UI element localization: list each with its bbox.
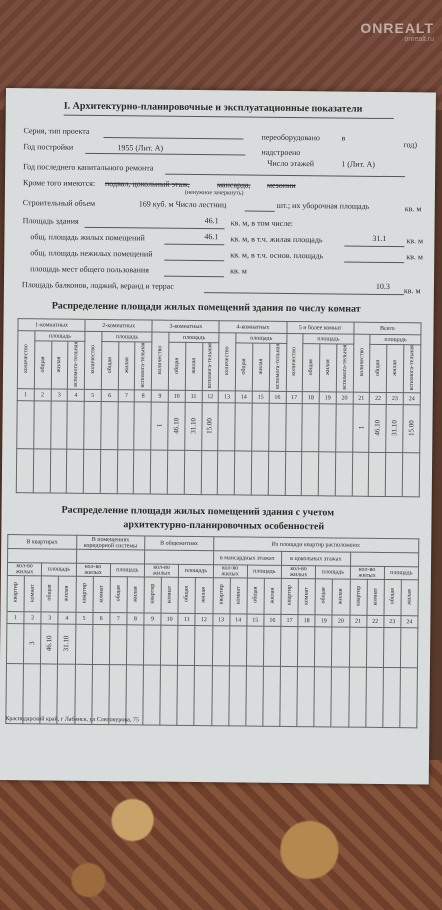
- t1-area-2: площадь: [102, 332, 152, 343]
- t1-sub-general: общая: [241, 357, 248, 375]
- t1-col-number: 10: [168, 390, 185, 402]
- t2-col-number: 4: [58, 612, 75, 624]
- t1-sub-aux: вспомога-тельная: [140, 342, 147, 388]
- t1-col-number: 7: [118, 390, 135, 402]
- last-repair-label: Год последнего капитального ремонта: [23, 162, 154, 173]
- t2-col-number: 19: [315, 615, 332, 627]
- t2-qty-5: кол-во жилых: [281, 565, 315, 578]
- t2-area-1: площадь: [42, 563, 76, 576]
- t2-qty-1: кол-во жилых: [7, 563, 41, 576]
- document-page: [0, 88, 436, 784]
- common-suffix: кв. м: [230, 266, 247, 276]
- t1-sub-living: жилая: [257, 358, 265, 375]
- t1-col-number: 15: [252, 391, 269, 403]
- t1-group-2room: 2-комнатных: [85, 319, 152, 332]
- t1-sub-living: жилая: [123, 356, 130, 373]
- t2-qty-6: кол-во жилых: [350, 566, 384, 579]
- in-label: в: [341, 133, 346, 143]
- t1-col-number: 23: [386, 393, 403, 405]
- t2-sub-zhilaya: жилая: [406, 588, 413, 605]
- t2-sub-kvartir: квартир: [149, 583, 156, 605]
- t2-area-3: площадь: [179, 564, 213, 577]
- t1-sub-aux: вспомога-тельная: [73, 341, 80, 387]
- living-value: 31.1: [372, 233, 387, 243]
- t2-sub-kvartir: квартир: [286, 585, 293, 606]
- t1-col-number: 20: [336, 392, 353, 404]
- stairs-unit: кв. м: [404, 204, 422, 214]
- t1-sub-general: общая: [375, 359, 382, 376]
- t2-area-5: площадь: [316, 566, 350, 579]
- besides-items: подвал, цокольный этаж,: [104, 179, 190, 189]
- t1-sub-living: жилая: [56, 356, 63, 373]
- besides-note: (ненужное зачеркнуть): [184, 189, 244, 197]
- t1-col-number: 13: [219, 391, 236, 403]
- area-value: 46.1: [204, 216, 219, 226]
- t1-col-number: 5: [84, 389, 101, 401]
- t2-sub-komnat: комнат: [303, 586, 310, 605]
- living-area-suffix: кв. м, в т.ч. жилая площадь: [230, 234, 323, 245]
- t2-sub-komnat: комнат: [235, 586, 242, 604]
- t2-area-6: площадь: [384, 566, 418, 579]
- t2-sub-zhilaya: жилая: [64, 585, 71, 602]
- t1-col-number: 4: [68, 389, 85, 401]
- t1-area-6: площадь: [370, 334, 421, 345]
- t1-group-5room: 5 и более комнат: [286, 321, 353, 334]
- t1-col-number: 18: [302, 392, 319, 404]
- t2-data-row: [6, 624, 417, 668]
- t2-sub-obshchaya: общая: [252, 587, 259, 604]
- year-built-value: 1955 (Лит. А): [117, 143, 164, 153]
- balcony-value: 10.3: [375, 281, 390, 292]
- t2-sub-obshchaya: общая: [183, 586, 191, 603]
- t2-sub-kvartir: квартир: [12, 582, 19, 603]
- t2-sub-zhilaya: жилая: [132, 585, 139, 602]
- t2-sub-kvartir: квартир: [81, 583, 88, 604]
- t2-cell-3: 46.10: [45, 635, 54, 651]
- year-built-label: Год постройки: [23, 142, 74, 152]
- t2-area-2: площадь: [110, 564, 144, 577]
- t2-sub-komnat: комнат: [98, 584, 105, 603]
- t1-col-number: 14: [235, 391, 252, 403]
- t1-col-number: 1: [17, 389, 34, 401]
- floors-value: 1 (Лит. А): [341, 159, 375, 169]
- t2-sub-obshchaya: общая: [115, 585, 122, 602]
- t2-area-4: площадь: [247, 565, 281, 578]
- t2-col-number: 16: [264, 614, 281, 626]
- t2-sub-kvartir: квартир: [218, 584, 225, 605]
- nonliving-suffix: кв. м, в т.ч. основ. площадь: [230, 250, 324, 261]
- living-area-label: общ. площадь жилых помещений: [30, 232, 145, 243]
- balcony-unit: кв. м: [403, 286, 421, 296]
- t1-col-number: 22: [370, 392, 387, 404]
- t2-sub-zhilaya: жилая: [338, 588, 345, 604]
- t2-sub-obshchaya: общая: [46, 584, 54, 602]
- t2-sub-komnat: комнат: [372, 587, 379, 606]
- common-label: площадь мест общего пользования: [30, 264, 149, 275]
- t1-cell-10: 46.10: [172, 417, 181, 434]
- t1-col-number: 12: [202, 391, 219, 403]
- t2-sub-obshchaya: общая: [320, 587, 328, 604]
- t1-sub-general: общая: [106, 356, 113, 373]
- floors-label: Число этажей: [267, 158, 315, 169]
- t1-qty-3: количество: [157, 345, 164, 375]
- t1-area-5: площадь: [303, 334, 353, 345]
- t1-area-1: площадь: [35, 331, 85, 342]
- t2-col-number: 18: [298, 615, 315, 627]
- superstructure-label: надстроено: [261, 147, 301, 158]
- t2-qty-3: кол-во жилых: [144, 564, 178, 577]
- t1-sub-general: общая: [39, 355, 46, 373]
- t2-subheader-row: [7, 576, 418, 616]
- t2-col-number: 23: [384, 615, 401, 627]
- t2-group-located: Из площади квартир расположено:: [213, 537, 419, 553]
- t1-area-4: площадь: [236, 333, 286, 344]
- t1-cell-11: 31.10: [189, 417, 198, 434]
- balcony-label: Площадь балконов, лоджий, веранд и террас: [21, 280, 174, 291]
- t1-qty-2: количество: [90, 345, 97, 374]
- t1-col-number: 6: [101, 390, 118, 402]
- t2-sub-komnat: комнат: [29, 583, 36, 602]
- t2-col-number: 22: [366, 615, 383, 627]
- t2-qty-4: кол-во жилых: [213, 565, 247, 578]
- t1-qty-6: количество: [358, 347, 365, 377]
- t1-sub-general: общая: [173, 357, 181, 374]
- t1-sub-aux: вспомога-тельная: [341, 344, 349, 390]
- t2-col-number: 3: [41, 612, 58, 624]
- t2-qty-2: кол-во жилых: [76, 563, 110, 576]
- t1-area-3: площадь: [169, 332, 219, 343]
- t2-col-number: 1: [7, 612, 24, 624]
- t2-col-number: 15: [247, 614, 264, 626]
- t1-group-3room: 3-комнатных: [152, 320, 219, 333]
- t1-cell-21: 1: [356, 425, 365, 430]
- besides-label: Кроме того имеются:: [22, 178, 96, 188]
- t2-col-number: 13: [212, 614, 229, 626]
- t2-col-number: 24: [401, 616, 418, 628]
- reequipped-label: переоборудовано: [261, 132, 320, 143]
- watermark-sub: onrealt.ru: [404, 36, 434, 43]
- t1-col-number: 3: [51, 389, 68, 401]
- nonliving-label: общ. площадь нежилых помещений: [30, 248, 153, 259]
- t2-col-number: 21: [349, 615, 366, 627]
- t1-col-number: 17: [286, 392, 303, 404]
- t2-col-number: 12: [195, 614, 212, 626]
- living-area-value: 46.1: [204, 232, 219, 242]
- t1-sub-general: общая: [308, 358, 315, 375]
- living-unit: кв. м: [406, 236, 424, 246]
- besides-items3: мезонин: [266, 180, 296, 191]
- t2-sub-komnat: комнат: [166, 585, 173, 604]
- t1-col-number: 8: [135, 390, 152, 402]
- t1-col-number: 9: [151, 390, 168, 402]
- t1-group-total: Всего: [354, 322, 421, 335]
- section-title: I. Архитектурно-планировочные и эксплуатационные показатели: [63, 100, 363, 115]
- t2-sub-basement: в цокольных этажах: [282, 551, 351, 566]
- watermark-logo: ONREALT: [360, 20, 434, 36]
- features-table: [5, 534, 419, 728]
- table2-title-line1: Распределение площади жилых помещений здания с учетом: [61, 504, 335, 519]
- t1-cell-9: 1: [155, 423, 164, 428]
- table2-title-line2: архитектурно-планировочных особенностей: [123, 519, 325, 533]
- t2-col-number: 7: [110, 613, 127, 625]
- t2-col-number: 20: [332, 615, 349, 627]
- t2-col-number: 8: [127, 613, 144, 625]
- year-suffix: год): [403, 140, 418, 150]
- t2-col-number: 5: [75, 612, 92, 624]
- t1-sub-aux: вспомога-тельная: [274, 343, 281, 390]
- t1-sub-aux: вспомога-тельная: [408, 345, 416, 391]
- t2-sub-kvartir: квартир: [355, 586, 362, 607]
- t2-sub-zhilaya: жилая: [269, 587, 276, 604]
- t1-col-number: 16: [269, 391, 286, 403]
- t2-col-number: 9: [144, 613, 161, 625]
- t2-sub-obshchaya: общая: [389, 588, 396, 605]
- t1-sub-living: жилая: [392, 359, 399, 376]
- t1-cell-22: 46.10: [373, 419, 382, 436]
- t1-sub-living: жилая: [190, 357, 197, 374]
- t1-col-number: 19: [319, 392, 336, 404]
- t2-sub-mansard: в мансардных этажах: [213, 551, 282, 566]
- t1-cell-23: 31.10: [390, 419, 399, 436]
- t2-group-dorm: В общежитиях: [145, 536, 214, 551]
- t2-group-apartments: В квартирах: [8, 535, 77, 550]
- t1-col-number: 2: [34, 389, 51, 401]
- t2-col-number: 17: [281, 614, 298, 626]
- t1-col-number: 21: [353, 392, 370, 404]
- series-label: Серия, тип проекта: [23, 126, 90, 136]
- t1-sub-living: жилая: [324, 359, 332, 375]
- nonliving-unit: кв. м: [406, 252, 424, 262]
- t1-data-row: [17, 401, 420, 453]
- area-label: Площадь здания: [22, 216, 79, 226]
- t2-col-number: 11: [178, 613, 195, 625]
- t1-qty-1: количество: [22, 344, 30, 374]
- t1-group-1room: 1-комнатных: [18, 319, 85, 332]
- footer-address: Краснодарский край, г Лабинск, ул Слепокурова, 75: [5, 716, 139, 724]
- t1-qty-4: количество: [224, 346, 231, 376]
- t1-qty-5: количество: [291, 347, 298, 376]
- table1-title: Распределение площади жилых помещений здания по числу комнат: [51, 300, 361, 315]
- area-suffix: кв. м, в том числе:: [230, 218, 294, 229]
- t1-sub-aux: вспомога-тельная: [207, 343, 214, 389]
- t2-col-number: 14: [230, 614, 247, 626]
- t1-cell-12: 15.00: [205, 417, 215, 434]
- t2-col-number: 2: [24, 612, 41, 624]
- t2-col-number: 6: [93, 612, 110, 624]
- t1-group-4room: 4-комнатных: [219, 321, 286, 334]
- t2-sub-zhilaya: жилая: [201, 586, 208, 603]
- stairs-suffix: шт.; их уборочная площадь: [276, 200, 370, 211]
- t2-cell-4: 31.10: [62, 635, 71, 652]
- volume-value: 169 куб. м Число лестниц: [138, 199, 227, 210]
- volume-label: Строительный объем: [22, 198, 96, 208]
- t2-cell-2: 3: [28, 641, 37, 645]
- besides-items2: мансарда,: [216, 180, 251, 190]
- t1-cell-24: 15.00: [407, 419, 416, 436]
- t1-col-number: 24: [403, 393, 420, 405]
- t1-col-number: 11: [185, 391, 202, 403]
- rooms-table: [16, 318, 422, 497]
- t2-group-corridor: В помещениях коридорной системы: [76, 535, 145, 550]
- t2-col-number: 10: [161, 613, 178, 625]
